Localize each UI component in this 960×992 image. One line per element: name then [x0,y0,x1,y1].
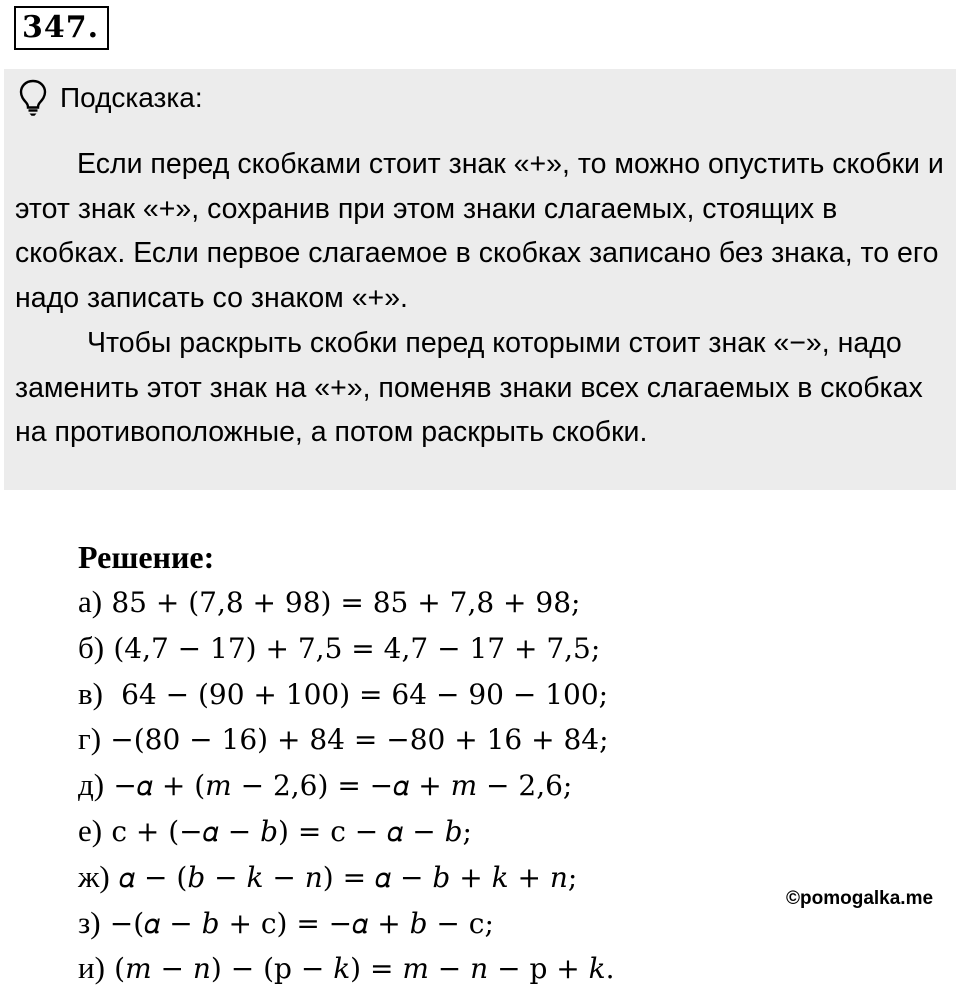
solution-line [78,671,615,717]
line-label: а) [78,584,103,619]
solution-line [78,900,615,946]
line-label: г) [78,721,102,757]
solution [78,535,615,991]
line-expression: 85 + (7,8 + 98) = 85 + 7,8 + 98; [111,586,581,619]
solution-title: Решение: [78,539,215,575]
line-label: ж) [78,858,110,894]
hint-header [18,78,203,118]
task-number: 347. [14,6,109,50]
watermark: ©pomogalka.me [786,888,934,909]
solution-line [78,945,615,991]
line-expression: (4,7 − 17) + 7,5 = 4,7 − 17 + 7,5; [113,631,601,665]
lightbulb-icon [18,79,48,117]
hint-text [15,142,945,455]
solution-line [78,625,615,671]
line-expression: −𝛼 + (𝑚 − 2,6) = −𝛼 + 𝑚 − 2,6; [113,769,573,803]
line-label: д) [78,767,105,803]
hint-title: Подсказка: [60,82,203,113]
hint-paragraph: Если перед скобками стоит знак «+», то можно опустить скобки и этот знак «+», сохранив при этом знаки слагаемых, стоящих в скобках. Если первое слагаемое в скобках записано без знака, то его надо записать со знаком «+». [15,148,944,315]
solution-line [78,854,615,900]
line-expression: (𝑚 − 𝑛) − (p − 𝑘) = 𝑚 − 𝑛 − p + 𝑘. [114,952,615,986]
line-label: е) [78,812,103,848]
solution-line [78,716,615,762]
line-expression: c + (−𝛼 − 𝑏) = c − 𝛼 − 𝑏; [111,814,472,848]
line-label: и) [78,950,105,986]
line-expression: −(80 − 16) + 84 = −80 + 16 + 84; [110,723,609,757]
line-label: в) [78,675,103,711]
solution-line [78,808,615,854]
line-expression: −(𝛼 − 𝑏 + c) = −𝛼 + 𝑏 − c; [109,906,494,940]
solution-line [78,762,615,808]
line-expression: 64 − (90 + 100) = 64 − 90 − 100; [112,677,609,711]
hint-paragraph: Чтобы раскрыть скобки перед которыми стоит знак «−», надо заменить этот знак на «+», поменяв знаки всех слагаемых в скобках на противоположные, а потом раскрыть скобки. [15,326,923,449]
line-expression: 𝛼 − (𝑏 − 𝑘 − 𝑛) = 𝛼 − 𝑏 + 𝑘 + 𝑛; [118,860,578,894]
line-label: з) [78,904,101,940]
solution-line [78,579,615,625]
line-label: б) [78,629,105,665]
